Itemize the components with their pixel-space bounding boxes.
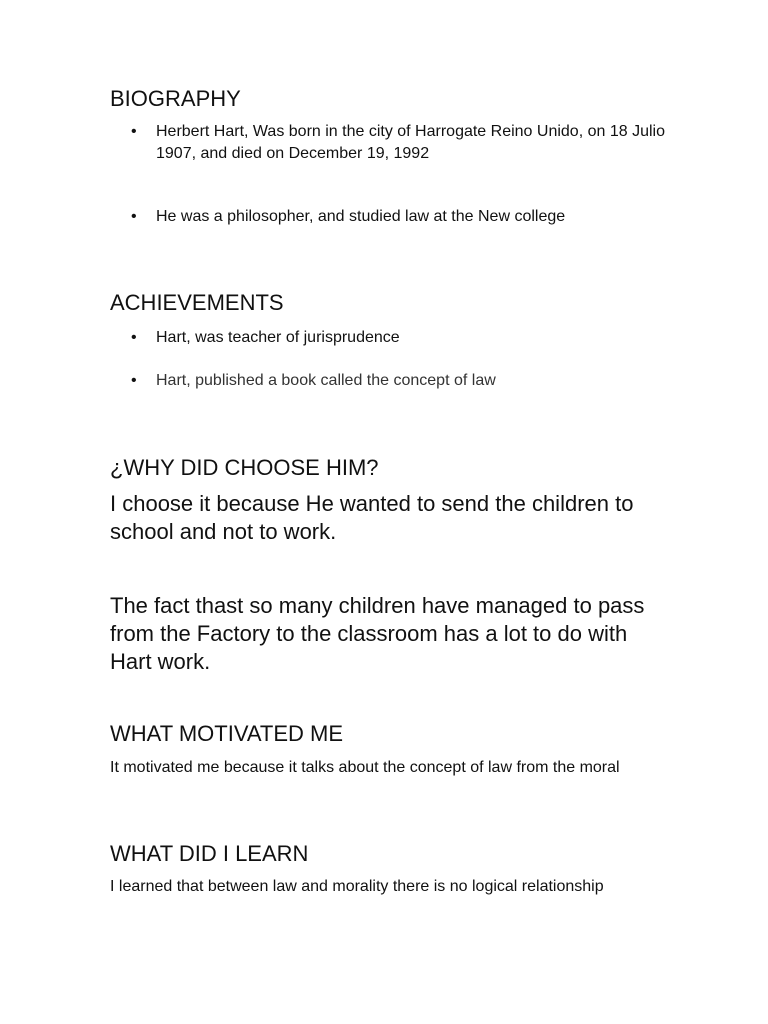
bullet-icon: • [131, 372, 137, 389]
bullet-icon: • [131, 208, 137, 225]
biography-item-2: He was a philosopher, and studied law at the New college [156, 208, 566, 225]
motivated-heading: WHAT MOTIVATED ME [110, 721, 344, 746]
list-item [110, 370, 670, 392]
list-item [110, 121, 670, 165]
motivated-text: It motivated me because it talks about the concept of law from the moral [110, 759, 620, 776]
achievements-heading: ACHIEVEMENTS [110, 290, 284, 315]
achievements-item-2: Hart, published a book called the concept of law [156, 372, 496, 389]
list-item [110, 327, 670, 349]
biography-heading: BIOGRAPHY [110, 86, 241, 111]
bullet-icon: • [131, 329, 137, 346]
biography-item-1: Herbert Hart, Was born in the city of Harrogate Reino Unido, on 18 Julio 1907, and died on December 19, 1992 [156, 123, 665, 162]
why-paragraph-2: The fact thast so many children have managed to pass from the Factory to the classroom has a lot to do with Hart work. [110, 593, 645, 674]
bullet-icon: • [131, 123, 137, 140]
learn-text: I learned that between law and morality there is no logical relationship [110, 878, 604, 895]
list-item [110, 206, 670, 228]
achievements-item-1: Hart, was teacher of jurisprudence [156, 329, 400, 346]
why-paragraph-1: I choose it because He wanted to send the children to school and not to work. [110, 491, 634, 544]
learn-heading: WHAT DID I LEARN [110, 841, 309, 866]
why-heading: ¿WHY DID CHOOSE HIM? [110, 455, 379, 480]
